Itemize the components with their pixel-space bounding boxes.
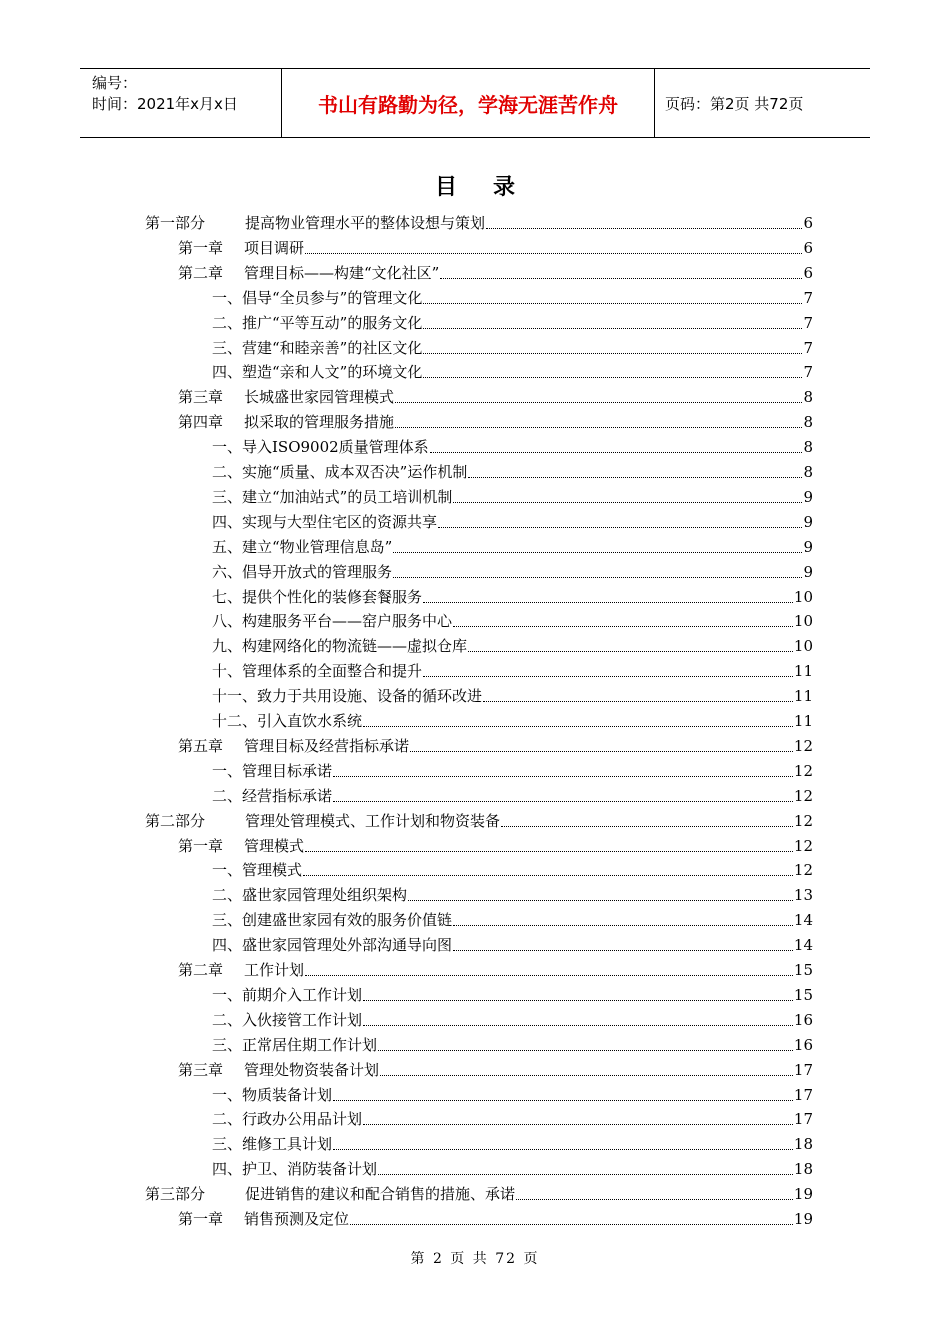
dot-leader [305, 253, 802, 254]
toc-entry[interactable] [178, 831, 813, 856]
toc-entry-label [178, 413, 394, 432]
toc-entry-label [212, 787, 332, 806]
dot-leader [395, 402, 802, 403]
toc-entry[interactable] [212, 1104, 813, 1129]
toc-entry-text: 十一、致力于共用设施、设备的循环改进 [212, 687, 483, 706]
toc-entry-text: 十、管理体系的全面整合和提升 [212, 662, 423, 681]
toc-entry[interactable] [178, 258, 813, 283]
toc-entry-text: 三、维修工具计划 [212, 1135, 333, 1154]
toc-entry-text: 四、实现与大型住宅区的资源共享 [212, 512, 438, 531]
toc-entry-page: 12 [793, 836, 813, 855]
dot-leader [393, 552, 802, 553]
toc-entry-label [145, 214, 485, 233]
toc-entry-text: 七、提供个性化的装修套餐服务 [212, 587, 423, 606]
page-header [80, 68, 870, 138]
toc-entry-page: 17 [793, 1060, 813, 1079]
header-motto: 书山有路勤为径，学海无涯苦作舟 [282, 69, 655, 137]
dot-leader [333, 1100, 793, 1101]
toc-entry-text: 三、建立“加油站式”的员工培训机制 [212, 487, 453, 506]
toc-entry[interactable] [212, 432, 813, 457]
toc-entry-text: 一、倡导“全员参与”的管理文化 [212, 288, 423, 307]
toc-entry-text: 管理处物资装备计划 [244, 1060, 380, 1079]
toc-entry-text: 一、管理目标承诺 [212, 761, 333, 780]
dot-leader [486, 228, 802, 229]
dot-leader [423, 602, 793, 603]
toc-entry-label [212, 687, 482, 706]
toc-entry[interactable] [212, 905, 813, 930]
toc-entry-label [212, 538, 392, 557]
toc-entry-label [178, 239, 304, 258]
toc-entry-label [212, 1011, 362, 1030]
toc-entry-text: 三、正常居住期工作计划 [212, 1035, 378, 1054]
toc-entry-page: 7 [803, 288, 813, 307]
toc-entry-label [178, 1210, 349, 1229]
toc-entry-label [145, 812, 500, 831]
dot-leader [333, 776, 793, 777]
toc-entry[interactable] [212, 357, 813, 382]
toc-entry-page: 10 [793, 612, 813, 631]
toc-entry-label [212, 438, 429, 457]
toc-entry[interactable] [212, 1080, 813, 1105]
toc-entry[interactable] [212, 681, 813, 706]
toc-entry-page: 9 [803, 487, 813, 506]
toc-entry-page: 19 [793, 1185, 813, 1204]
dot-leader [333, 1149, 793, 1150]
toc-entry-label [212, 513, 437, 532]
toc-entry-page: 9 [803, 537, 813, 556]
toc-entry-page: 11 [793, 687, 813, 706]
toc-entry-number: 第一章 [178, 836, 224, 855]
toc-entry[interactable] [212, 482, 813, 507]
toc-entry[interactable] [212, 606, 813, 631]
toc-entry-label [212, 886, 407, 905]
toc-entry-page: 17 [793, 1110, 813, 1129]
toc-entry-number: 第二章 [178, 961, 224, 979]
toc-entry-page: 11 [793, 662, 813, 681]
toc-entry-text: 一、管理模式 [212, 861, 303, 880]
dot-leader [423, 676, 793, 677]
toc-entry-label [212, 289, 422, 308]
dot-leader [395, 427, 802, 428]
toc-entry-page: 12 [793, 786, 813, 805]
dot-leader [516, 1199, 793, 1200]
toc-entry[interactable] [212, 283, 813, 308]
toc-entry[interactable] [178, 731, 813, 756]
toc-entry-label [212, 1160, 377, 1179]
toc-entry[interactable] [178, 382, 813, 407]
toc-entry[interactable] [212, 1030, 813, 1055]
toc-entry[interactable] [212, 507, 813, 532]
toc-entry[interactable] [212, 532, 813, 557]
toc-entry-text: 二、行政办公用品计划 [212, 1110, 363, 1129]
dot-leader [453, 626, 793, 627]
toc-entry-page: 8 [803, 463, 813, 481]
toc-entry-page: 17 [793, 1085, 813, 1104]
toc-entry[interactable] [212, 557, 813, 582]
toc-entry-number: 第四章 [178, 413, 224, 432]
toc-entry-text: 项目调研 [244, 238, 305, 257]
toc-entry-label [212, 861, 302, 880]
dot-leader [423, 377, 802, 378]
toc-entry[interactable] [212, 1129, 813, 1154]
dot-leader [453, 950, 793, 951]
toc-entry[interactable] [178, 233, 813, 258]
toc-entry[interactable] [212, 706, 813, 731]
header-meta [80, 69, 282, 137]
toc-entry-page: 8 [803, 413, 813, 432]
toc-entry-page: 9 [803, 562, 813, 581]
toc-entry-label [212, 712, 362, 731]
toc-entry-text: 提高物业管理水平的整体设想与策划 [245, 214, 486, 232]
page-footer: 第 2 页 共 72 页 [410, 1251, 540, 1267]
toc-entry[interactable] [212, 333, 813, 358]
toc-entry-page: 9 [803, 512, 813, 531]
toc-entry-label [212, 612, 452, 631]
toc-entry-text: 六、倡导开放式的管理服务 [212, 562, 393, 581]
toc-entry-page: 13 [793, 886, 813, 905]
toc-entry-number: 第二部分 [145, 811, 206, 830]
toc-entry[interactable] [212, 880, 813, 905]
toc-entry[interactable] [178, 1055, 813, 1080]
toc-entry-label [212, 1036, 377, 1055]
dot-leader [410, 751, 793, 752]
toc-entry-text: 销售预测及定位 [244, 1210, 350, 1228]
dot-leader [468, 651, 793, 652]
toc-entry-label [178, 837, 304, 856]
toc-entry[interactable] [212, 308, 813, 333]
toc-entry-page: 18 [793, 1160, 813, 1179]
toc-entry-label [212, 463, 467, 482]
header-page-label: 页码：第2页 共72页 [665, 94, 804, 113]
toc-entry-label [178, 1061, 379, 1080]
toc-entry-text: 四、塑造“亲和人文”的环境文化 [212, 363, 423, 382]
toc-entry[interactable] [145, 806, 813, 831]
dot-leader [453, 925, 793, 926]
toc-entry[interactable] [212, 1005, 813, 1030]
toc-entry-label [212, 314, 422, 333]
toc-entry-page: 12 [793, 861, 813, 880]
dot-leader [363, 1124, 793, 1125]
toc-entry-text: 二、实施“质量、成本双否决”运作机制 [212, 463, 468, 481]
toc-entry-text: 长城盛世家园管理模式 [244, 388, 395, 407]
toc-entry-page: 16 [793, 1010, 813, 1029]
toc-entry-label [178, 264, 439, 283]
dot-leader [423, 328, 802, 329]
toc-entry-text: 拟采取的管理服务措施 [244, 413, 395, 432]
toc-entry[interactable] [212, 656, 813, 681]
dot-leader [363, 1000, 793, 1001]
dot-leader [305, 851, 793, 852]
toc-entry[interactable] [178, 1204, 813, 1229]
toc-entry-label [178, 961, 304, 980]
toc-entry-label [212, 1110, 362, 1129]
dot-leader [378, 1174, 793, 1175]
toc-entry-page: 12 [793, 811, 813, 830]
toc-entry-text: 十二、引入直饮水系统 [212, 712, 363, 730]
toc-entry-page: 19 [793, 1210, 813, 1228]
dot-leader [423, 353, 802, 354]
toc-entry-text: 五、建立“物业管理信息岛” [212, 537, 393, 556]
toc-entry-label [212, 936, 452, 955]
toc-entry-text: 二、入伙接管工作计划 [212, 1010, 363, 1029]
toc-entry-page: 14 [793, 911, 813, 930]
dot-leader [483, 701, 793, 702]
toc-entry-label [212, 1135, 332, 1154]
toc-entry-label [212, 588, 422, 607]
number-label: 编号： [92, 74, 138, 92]
toc-entry[interactable] [145, 208, 813, 233]
dot-leader [393, 577, 802, 578]
time-label: 时间：2021年x月x日 [92, 95, 238, 113]
toc-entry-text: 一、导入ISO9002质量管理体系 [212, 438, 429, 457]
toc-entry-label [212, 363, 422, 382]
toc-entry-number: 第五章 [178, 736, 224, 755]
toc-entry-number: 第三章 [178, 1060, 224, 1079]
toc-entry-page: 6 [803, 263, 813, 282]
toc-entry[interactable] [212, 855, 813, 880]
toc-entry[interactable] [212, 756, 813, 781]
toc-entry-page: 18 [793, 1135, 813, 1154]
toc-entry-page: 8 [803, 438, 813, 457]
toc-entry-label [178, 388, 394, 407]
toc-entry-text: 四、护卫、消防装备计划 [212, 1160, 378, 1179]
toc-entry-label [212, 911, 452, 930]
dot-leader [440, 278, 802, 279]
toc-entry[interactable] [212, 1154, 813, 1179]
toc-entry-text: 二、推广“平等互动”的服务文化 [212, 313, 423, 332]
toc-entry-text: 管理处管理模式、工作计划和物资装备 [245, 811, 501, 830]
toc-entry-text: 促进销售的建议和配合销售的措施、承诺 [245, 1185, 516, 1204]
toc-entry-label [212, 1086, 332, 1105]
toc-entry-label [145, 1185, 515, 1204]
toc-entry-label [212, 563, 392, 582]
dot-leader [501, 826, 793, 827]
toc-entry-text: 管理目标及经营指标承诺 [244, 736, 410, 755]
toc-entry[interactable] [178, 407, 813, 432]
toc-entry-page: 7 [803, 313, 813, 332]
toc-entry-number: 第一章 [178, 238, 224, 257]
toc-entry-label [212, 986, 362, 1005]
dot-leader [408, 900, 793, 901]
toc-entry-page: 7 [803, 338, 813, 357]
toc-entry-text: 三、营建“和睦亲善”的社区文化 [212, 338, 423, 357]
toc-entry-number: 第三章 [178, 388, 224, 407]
toc-entry-page: 7 [803, 363, 813, 382]
dot-leader [423, 303, 802, 304]
dot-leader [350, 1224, 793, 1225]
toc-entry-text: 管理目标——构建“文化社区” [244, 263, 440, 282]
dot-leader [333, 801, 793, 802]
toc-entry-text: 九、构建网络化的物流链——虚拟仓库 [212, 637, 468, 656]
dot-leader [430, 452, 803, 453]
toc-entry[interactable] [212, 631, 813, 656]
toc-entry[interactable] [212, 582, 813, 607]
toc-entry-text: 一、物质装备计划 [212, 1085, 333, 1104]
dot-leader [380, 1075, 793, 1076]
toc-entry-label [212, 488, 452, 507]
toc-entry-text: 四、盛世家园管理处外部沟通导向图 [212, 936, 453, 955]
dot-leader [438, 527, 802, 528]
toc-entry-label [212, 762, 332, 781]
toc-entry-page: 8 [803, 388, 813, 407]
toc-entry[interactable] [212, 930, 813, 955]
toc-entry[interactable] [212, 980, 813, 1005]
dot-leader [305, 975, 793, 976]
toc-entry-label [212, 662, 422, 681]
dot-leader [378, 1050, 793, 1051]
dot-leader [303, 875, 793, 876]
toc-entry-page: 12 [793, 761, 813, 780]
toc-entry-label [178, 737, 409, 756]
toc-entry-number: 第一章 [178, 1210, 224, 1228]
toc-entry-page: 16 [793, 1035, 813, 1054]
toc-entry-label [212, 637, 467, 656]
toc-entry-text: 八、构建服务平台——窑户服务中心 [212, 612, 453, 631]
toc-title: 目录 [434, 175, 551, 200]
dot-leader [363, 1025, 793, 1026]
toc-entry-page: 14 [793, 936, 813, 955]
dot-leader [468, 477, 802, 478]
toc-entry-page: 10 [793, 637, 813, 656]
toc-entry-text: 管理模式 [244, 836, 305, 855]
dot-leader [363, 726, 793, 727]
toc-entry-text: 二、经营指标承诺 [212, 786, 333, 805]
toc-entry-page: 6 [803, 214, 813, 232]
toc-entry-number: 第二章 [178, 263, 224, 282]
toc-entry-text: 一、前期介入工作计划 [212, 985, 363, 1004]
toc-entry-number: 第三部分 [145, 1185, 206, 1204]
toc-entry-page: 15 [793, 985, 813, 1004]
toc-entry[interactable] [178, 955, 813, 980]
toc-entry-page: 10 [793, 587, 813, 606]
toc-entry[interactable] [212, 781, 813, 806]
toc-entry[interactable] [212, 457, 813, 482]
toc-entry-number: 第一部分 [145, 214, 206, 232]
toc-entry[interactable] [145, 1179, 813, 1204]
toc-entry-page: 12 [793, 736, 813, 755]
toc-entry-label [212, 339, 422, 358]
toc-entry-page: 15 [793, 961, 813, 979]
toc-entry-text: 二、盛世家园管理处组织架构 [212, 886, 408, 905]
toc-entry-page: 6 [803, 238, 813, 257]
toc-entry-page: 11 [793, 712, 813, 730]
toc-entry-text: 工作计划 [244, 961, 305, 979]
toc-entry-text: 三、创建盛世家园有效的服务价值链 [212, 911, 453, 930]
dot-leader [453, 502, 802, 503]
